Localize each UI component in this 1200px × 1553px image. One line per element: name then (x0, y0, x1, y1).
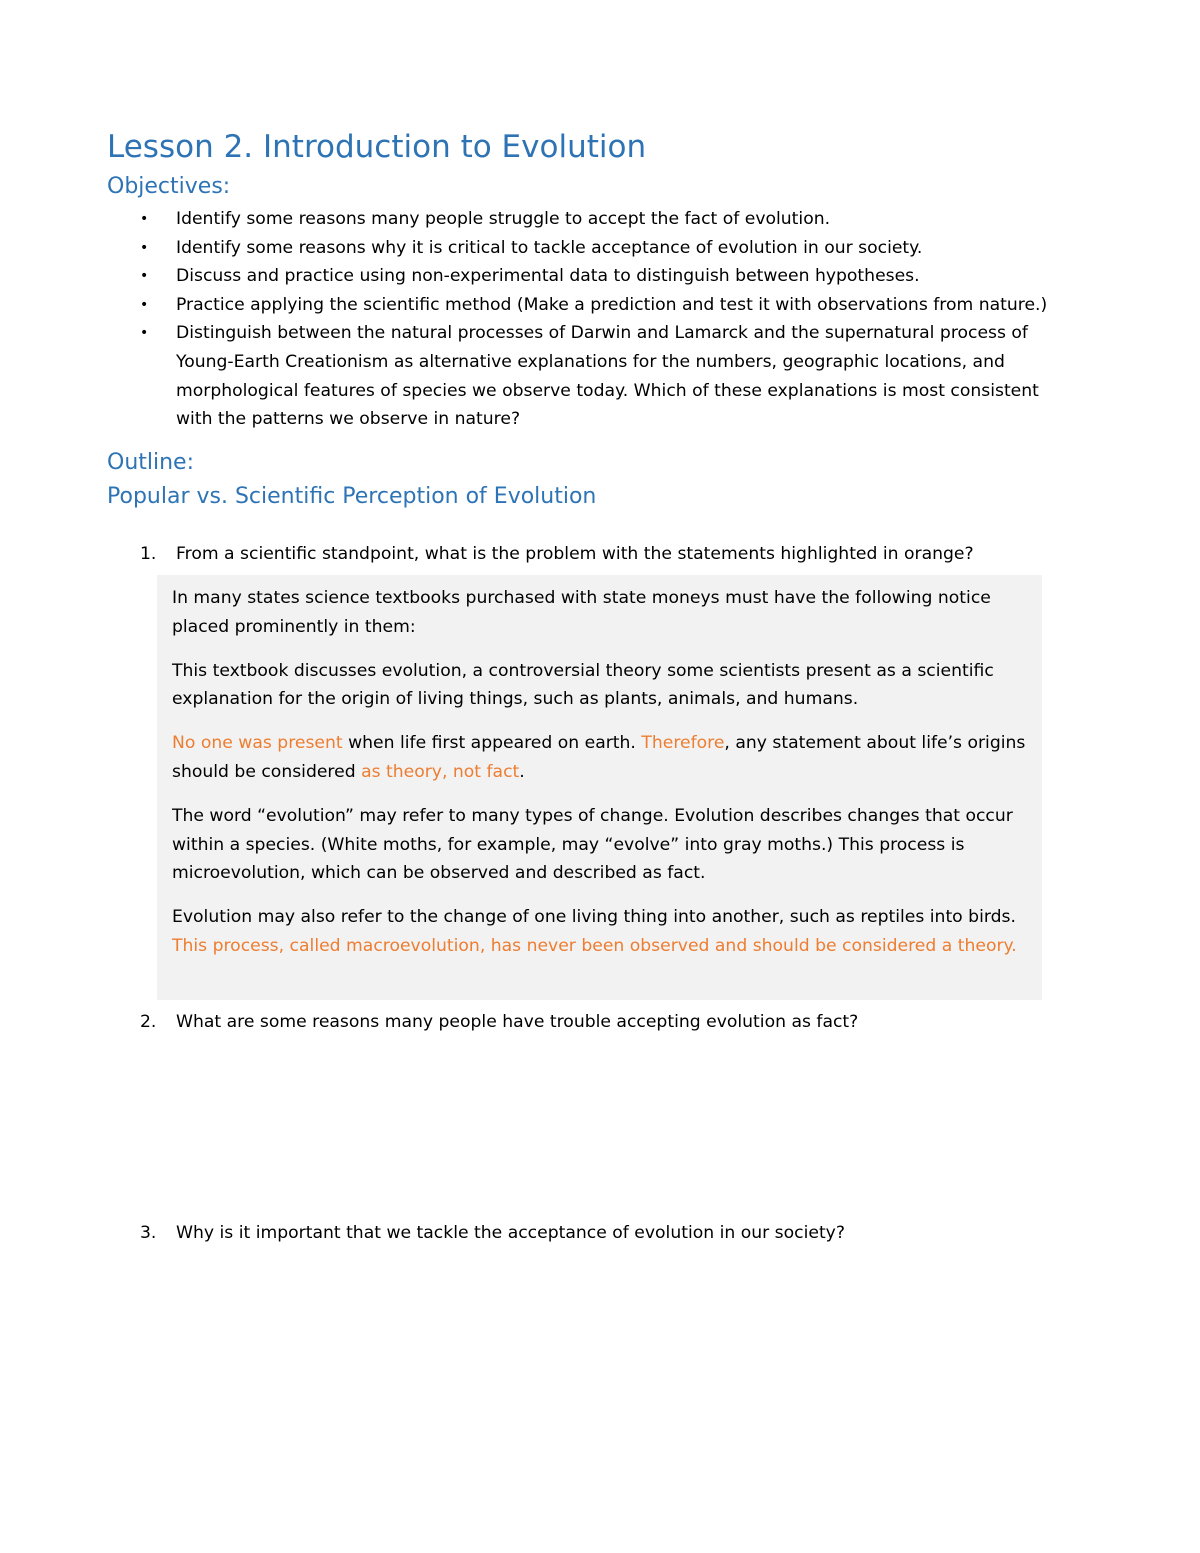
highlighted-statement: Therefore (641, 733, 725, 754)
outline-heading: Outline: (107, 450, 195, 475)
objective-item (140, 319, 1070, 433)
textbook-notice-quote (157, 575, 1042, 1000)
objective-text: Discuss and practice using non-experimental data to distinguish between hypotheses. (176, 266, 920, 287)
quote-paragraph-origins (172, 729, 1027, 786)
highlighted-statement: as theory, not fact (361, 761, 520, 782)
objective-text: Practice applying the scientific method (Make a prediction and test it with observations from nature.) (176, 294, 1048, 315)
quote-text: , any statement about life’s origins should be considered (172, 733, 1026, 782)
objectives-list (140, 205, 1070, 434)
quote-paragraph-notice: This textbook discusses evolution, a controversial theory some scientists present as a scientific explanation for the origin of living things, such as plants, animals, and humans. (172, 660, 994, 710)
bullet-icon: • (140, 239, 149, 256)
objective-text: Identify some reasons why it is critical to tackle acceptance of evolution in our society. (176, 237, 923, 258)
question-text: Why is it important that we tackle the acceptance of evolution in our society? (176, 1223, 845, 1243)
question-text: What are some reasons many people have trouble accepting evolution as fact? (176, 1012, 859, 1032)
objective-item (140, 262, 1070, 291)
quote-paragraph-intro: In many states science textbooks purchased with state moneys must have the following notice placed prominently in them: (172, 588, 991, 637)
bullet-icon: • (140, 211, 149, 227)
objectives-heading: Objectives: (107, 174, 231, 199)
section-heading: Popular vs. Scientific Perception of Evolution (107, 484, 597, 509)
quote-paragraph-microevolution: The word “evolution” may refer to many types of change. Evolution describes changes that occur within a species. (White moths, for example, may “evolve” into gray moths.) This process is microevolution, which can be observed and described as fact. (172, 806, 1013, 884)
question-text: From a scientific standpoint, what is the problem with the statements highlighted in orange? (176, 544, 974, 564)
lesson-title: Lesson 2. Introduction to Evolution (107, 129, 647, 165)
bullet-icon: • (140, 296, 149, 313)
highlighted-statement: No one was present (172, 733, 343, 754)
question-number: 3. (140, 1223, 157, 1243)
objective-item (140, 234, 1070, 263)
objective-item (140, 205, 1070, 234)
objective-item (140, 291, 1070, 320)
quote-text: Evolution may also refer to the change of one living thing into another, such as reptiles into birds. (172, 907, 1016, 928)
highlighted-statement: This process, called macroevolution, has never been observed and should be considered a theory. (172, 935, 1017, 956)
objective-text: Identify some reasons many people struggle to accept the fact of evolution. (176, 209, 831, 229)
quote-text: when life first appeared on earth. (342, 733, 642, 754)
bullet-icon: • (140, 268, 149, 285)
bullet-icon: • (140, 325, 149, 342)
objective-text: Distinguish between the natural processes of Darwin and Lamarck and the supernatural process of Young-Earth Creationism as alternative explanations for the numbers, geographic locations, and morphological features of species we observe today. Which of these explanations is most consistent with the patterns we observe in nature? (176, 323, 1039, 430)
quote-text: . (519, 761, 525, 782)
quote-paragraph-macroevolution (172, 903, 1027, 960)
question-number: 1. (140, 544, 157, 564)
question-number: 2. (140, 1012, 157, 1032)
